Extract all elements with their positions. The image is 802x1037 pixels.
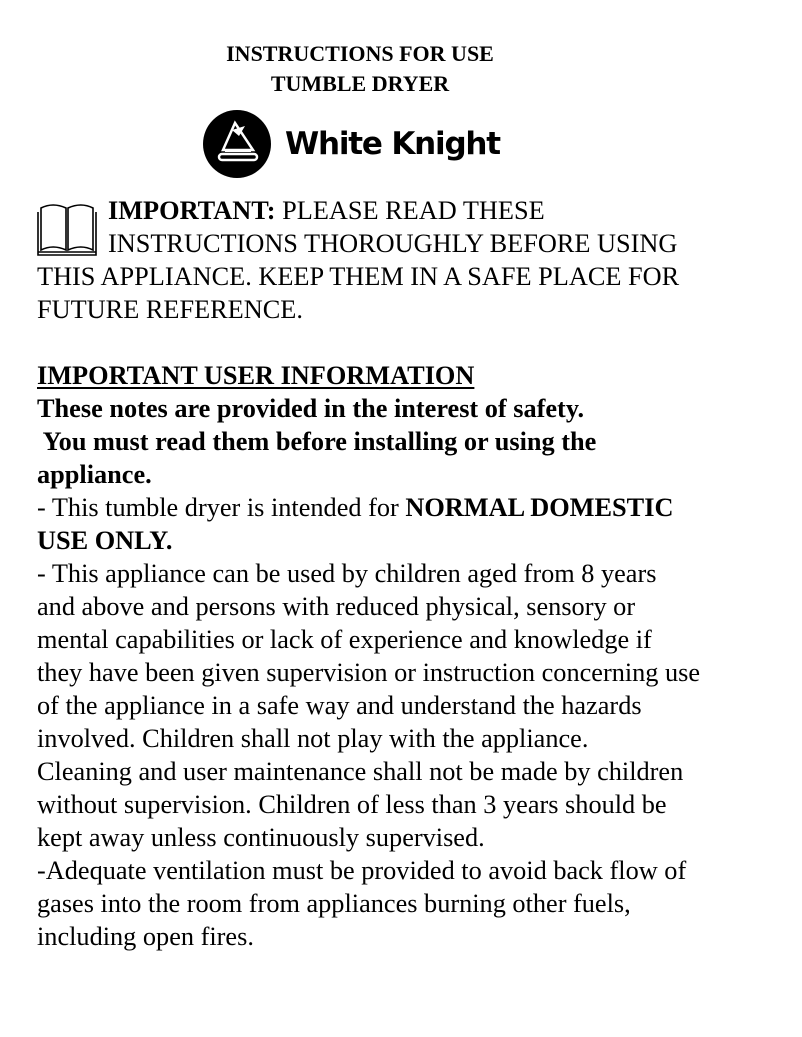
text-segment: Cleaning and user maintenance shall not be made by children: [37, 757, 684, 786]
text-segment: and above and persons with reduced physical, sensory or: [37, 592, 636, 621]
document-subtitle: TUMBLE DRYER: [270, 71, 450, 96]
bold-text: IMPORTANT:: [108, 196, 276, 225]
text-segment: mental capabilities or lack of experience and knowledge if: [37, 625, 652, 654]
bold-text: These notes are provided in the interest of safety.: [37, 394, 585, 423]
text-line: [37, 623, 652, 656]
text-line: [37, 260, 679, 293]
text-segment: of the appliance in a safe way and understand the hazards: [37, 691, 642, 720]
text-line: [37, 755, 683, 788]
text-line: [37, 788, 667, 821]
text-segment: without supervision. Children of less than 3 years should be: [37, 790, 667, 819]
text-line: [37, 359, 474, 392]
text-line: [37, 590, 635, 623]
text-segment: -Adequate ventilation must be provided to avoid back flow of: [37, 856, 687, 885]
open-book-icon: [37, 200, 97, 263]
text-segment: FUTURE REFERENCE.: [37, 295, 303, 324]
text-line: [108, 194, 545, 227]
text-segment: PLEASE READ THESE: [275, 196, 545, 225]
text-line: [37, 821, 485, 854]
text-line: [108, 227, 677, 260]
text-segment: involved. Children shall not play with the appliance.: [37, 724, 589, 753]
text-line: [37, 887, 631, 920]
text-segment: including open fires.: [37, 922, 254, 951]
text-segment: they have been given supervision or instruction concerning use: [37, 658, 701, 687]
text-segment: INSTRUCTIONS THOROUGHLY BEFORE USING: [108, 229, 678, 258]
text-line: [37, 425, 596, 458]
text-line: [37, 293, 303, 326]
brand-name: White Knight: [285, 126, 500, 162]
knight-logo-icon: [203, 110, 271, 178]
text-segment: - This tumble dryer is intended for: [37, 493, 406, 522]
text-segment: THIS APPLIANCE. KEEP THEM IN A SAFE PLACE FOR: [37, 262, 680, 291]
text-line: [37, 491, 673, 524]
text-line: [37, 392, 584, 425]
text-line: [37, 656, 700, 689]
text-line: [37, 458, 152, 491]
brand-logo: [203, 110, 500, 178]
text-line: [37, 722, 588, 755]
text-segment: kept away unless continuously supervised.: [37, 823, 485, 852]
text-line: [37, 854, 686, 887]
text-line: [37, 689, 642, 722]
text-segment: gases into the room from appliances burning other fuels,: [37, 889, 631, 918]
bold-text: appliance.: [37, 460, 152, 489]
text-line: [37, 524, 172, 557]
text-line: [37, 557, 656, 590]
bold-text: NORMAL DOMESTIC: [405, 493, 674, 522]
bold-text: USE ONLY.: [37, 526, 173, 555]
text-line: [37, 920, 254, 953]
bold-text: You must read them before installing or using the: [37, 427, 597, 456]
text-segment: - This appliance can be used by children aged from 8 years: [37, 559, 657, 588]
document-title: INSTRUCTIONS FOR USE: [226, 41, 494, 66]
section-heading: IMPORTANT USER INFORMATION: [37, 361, 475, 390]
